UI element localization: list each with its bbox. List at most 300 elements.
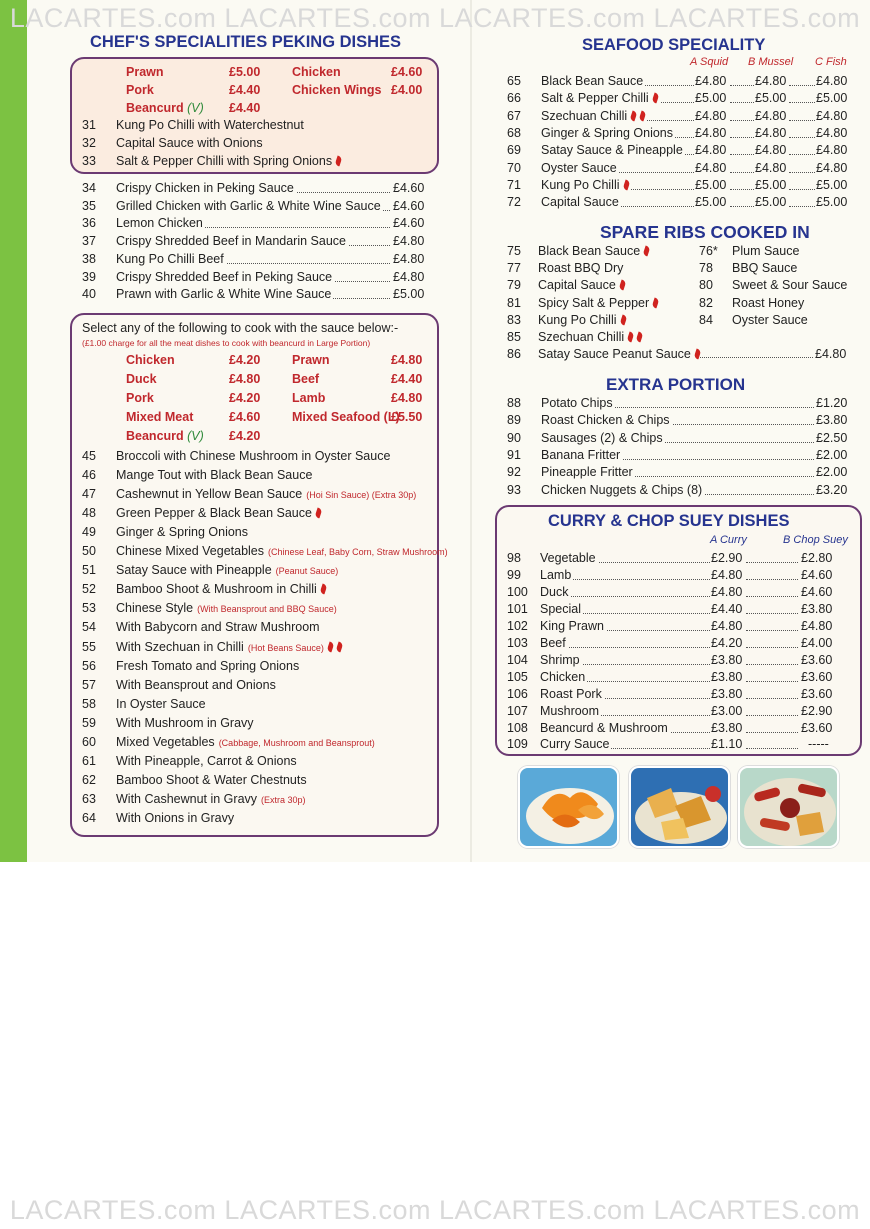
price-curry: £4.80 <box>711 618 743 633</box>
item-number: 39 <box>82 269 96 284</box>
photo-mixed-starters <box>738 766 839 848</box>
price-fish: £5.00 <box>816 177 848 192</box>
item-name <box>538 260 623 276</box>
price-mussel: £5.00 <box>755 195 787 210</box>
price-grid-name: Chicken Wings <box>292 83 382 97</box>
price-grid-price: £4.20 <box>229 391 261 405</box>
item-label: Bamboo Shoot & Mushroom in Chilli <box>116 582 317 597</box>
price-grid-name: Mixed Meat <box>126 410 194 424</box>
price-grid-price: £4.60 <box>229 410 261 424</box>
dot-leader <box>730 196 754 207</box>
price-grid-price: £4.20 <box>229 353 261 367</box>
item-label: Broccoli with Chinese Mushroom in Oyster Sauce <box>116 449 391 463</box>
item-name: Crispy Shredded Beef in Mandarin Sauce <box>116 234 346 249</box>
price-chop-suey: £3.60 <box>801 669 833 684</box>
item-price: £3.80 <box>816 413 848 428</box>
price-curry: £2.90 <box>711 551 743 565</box>
item-number: 48 <box>82 506 96 521</box>
dot-leader <box>789 179 815 190</box>
price-squid: £5.00 <box>695 195 727 210</box>
dot-leader <box>789 110 815 121</box>
item-label: Roast BBQ Dry <box>538 261 624 276</box>
item-name: Curry Sauce <box>540 737 610 752</box>
item-label: Salt & Pepper Chilli <box>541 91 649 106</box>
item-name: Prawn with Garlic & White Wine Sauce <box>116 287 332 302</box>
item-number: 55 <box>82 639 96 654</box>
item-label: Cashewnut in Yellow Bean Sauce <box>116 487 303 502</box>
item-name: Roast Honey <box>732 295 805 310</box>
dot-leader <box>730 92 754 103</box>
item-number: 99 <box>507 567 521 582</box>
item-label: Oyster Sauce <box>541 160 617 175</box>
dot-leader <box>746 552 798 563</box>
price-curry: £4.80 <box>711 567 743 582</box>
item-label: Szechuan Chilli <box>541 108 628 123</box>
item-number: 106 <box>507 686 528 701</box>
item-name: Duck <box>540 584 569 599</box>
item-number: 91 <box>507 447 521 462</box>
price-fish: £4.80 <box>816 108 848 123</box>
item-note: (Cabbage, Mushroom and Beansprout) <box>218 737 375 748</box>
item-name <box>538 329 642 345</box>
chili-icon <box>651 93 659 104</box>
item-number: 47 <box>82 487 96 502</box>
price-mussel: £4.80 <box>755 160 787 175</box>
item-price: £4.60 <box>393 216 425 231</box>
dot-leader <box>730 110 754 121</box>
dot-leader <box>730 127 754 138</box>
item-name <box>541 142 685 158</box>
item-name <box>538 277 625 293</box>
item-number: 71 <box>507 177 521 192</box>
seafood-col-c: C Fish <box>815 56 847 68</box>
item-name <box>541 73 645 89</box>
item-label: Chinese Mixed Vegetables <box>116 544 265 559</box>
item-number: 80 <box>699 278 713 293</box>
item-number: 54 <box>82 620 96 635</box>
price-curry: £1.10 <box>711 737 743 752</box>
dot-leader <box>746 688 798 699</box>
item-label: Capital Sauce <box>538 278 616 293</box>
price-grid-price: £4.80 <box>391 353 423 367</box>
item-price: £1.20 <box>816 396 848 410</box>
item-name <box>541 108 647 124</box>
price-grid-price: £4.40 <box>229 101 261 115</box>
item-number: 75 <box>507 244 521 258</box>
item-label: With Pineapple, Carrot & Onions <box>116 753 297 768</box>
dot-leader <box>789 196 815 207</box>
price-fish: £4.80 <box>816 125 848 140</box>
item-name <box>541 125 675 141</box>
item-name: Lemon Chicken <box>116 216 203 231</box>
item-name <box>116 562 338 579</box>
dot-leader <box>730 144 754 155</box>
item-label: Black Bean Sauce <box>538 244 641 258</box>
item-label: Ginger & Spring Onions <box>116 525 249 540</box>
price-fish: £4.80 <box>816 74 848 88</box>
item-number: 92 <box>507 465 521 480</box>
item-label: Mixed Vegetables <box>116 734 215 749</box>
price-squid: £4.80 <box>695 125 727 140</box>
item-name <box>116 639 342 656</box>
item-name <box>116 734 375 751</box>
dot-leader <box>746 620 798 631</box>
price-grid-price: £5.50 <box>391 410 423 424</box>
price-fish: £4.80 <box>816 143 848 158</box>
dot-leader <box>730 162 754 173</box>
price-mussel: £4.80 <box>755 108 787 123</box>
item-label: Chinese Style <box>116 601 194 616</box>
item-name: Potato Chips <box>541 396 613 410</box>
item-name: Sausages (2) & Chips <box>541 430 663 445</box>
item-name <box>541 160 619 176</box>
item-number: 38 <box>82 251 96 266</box>
item-name <box>116 791 306 808</box>
item-number: 103 <box>507 635 528 650</box>
page-fold <box>470 0 472 862</box>
curry-col-a: A Curry <box>710 534 747 546</box>
item-number: 72 <box>507 195 521 210</box>
price-grid-name: Lamb <box>292 391 326 405</box>
price-fish: £5.00 <box>816 195 848 210</box>
price-fish: £5.00 <box>816 91 848 106</box>
item-number: 90 <box>507 430 521 445</box>
item-number: 63 <box>82 791 96 806</box>
item-label: Green Pepper & Black Bean Sauce <box>116 506 312 521</box>
seafood-title: SEAFOOD SPECIALITY <box>582 36 766 54</box>
item-number: 102 <box>507 618 528 633</box>
price-grid-name: Prawn <box>292 353 330 367</box>
item-name <box>538 312 626 328</box>
item-label: With Onions in Gravy <box>116 810 235 825</box>
item-label: Capital Sauce with Onions <box>116 136 263 150</box>
chef-specialities-title: CHEF'S SPECIALITIES PEKING DISHES <box>90 33 402 51</box>
item-name: Crispy Shredded Beef in Peking Sauce <box>116 269 333 284</box>
item-name: Chicken Nuggets & Chips (8) <box>541 482 703 497</box>
chili-icon <box>622 179 630 190</box>
item-number: 46 <box>82 468 96 483</box>
item-number: 77 <box>507 261 521 276</box>
price-grid-price: £4.80 <box>391 391 423 405</box>
price-chop-suey: ----- <box>808 737 829 752</box>
item-name <box>116 658 299 674</box>
item-name: Beancurd & Mushroom <box>540 720 668 735</box>
item-name <box>116 505 321 521</box>
item-price: £2.00 <box>816 465 848 480</box>
item-number: 89 <box>507 413 521 428</box>
item-label: Satay Sauce & Pineapple <box>541 143 683 158</box>
item-number: 56 <box>82 658 96 673</box>
item-number: 66 <box>507 91 521 106</box>
item-number: 81 <box>507 295 521 310</box>
item-name <box>116 677 276 693</box>
price-curry: £3.80 <box>711 686 743 701</box>
price-curry: £3.00 <box>711 703 743 718</box>
item-number: 93 <box>507 482 521 497</box>
item-name <box>116 753 297 769</box>
item-number: 53 <box>82 601 96 616</box>
price-squid: £4.80 <box>695 160 727 175</box>
item-number: 58 <box>82 696 96 711</box>
item-number: 37 <box>82 234 96 249</box>
price-chop-suey: £2.90 <box>801 703 833 718</box>
item-name: Lamb <box>540 567 572 582</box>
dot-leader <box>789 75 815 86</box>
item-number: 62 <box>82 772 96 787</box>
item-number: 76* <box>699 244 718 258</box>
item-name: Special <box>540 601 581 616</box>
item-number: 98 <box>507 551 521 565</box>
item-name <box>116 619 320 635</box>
item-name <box>116 715 254 731</box>
item-name <box>116 486 416 503</box>
item-name: Oyster Sauce <box>732 312 808 327</box>
item-number: 104 <box>507 652 528 667</box>
price-grid-price: £4.80 <box>229 372 261 386</box>
green-side-bar <box>0 0 27 862</box>
vegetarian-tag: (V) <box>183 101 204 115</box>
item-number: 88 <box>507 396 521 410</box>
dot-leader <box>746 603 798 614</box>
price-grid-name: Beancurd (V) <box>126 101 204 115</box>
item-name <box>116 467 312 483</box>
price-squid: £5.00 <box>695 91 727 106</box>
item-note: (Peanut Sauce) <box>275 566 339 577</box>
extra-portion-title: EXTRA PORTION <box>606 375 746 394</box>
item-number: 101 <box>507 601 528 616</box>
price-chop-suey: £2.80 <box>801 551 833 565</box>
price-grid-price: £4.60 <box>391 65 423 79</box>
item-name: Kung Po Chilli Beef <box>116 251 224 266</box>
dot-leader <box>789 127 815 138</box>
item-name: Vegetable <box>540 551 596 565</box>
item-name <box>116 810 234 826</box>
price-chop-suey: £3.60 <box>801 652 833 667</box>
price-chop-suey: £4.00 <box>801 635 833 650</box>
item-note: (Hot Beans Sauce) <box>247 642 324 653</box>
item-note: (With Beansprout and BBQ Sauce) <box>197 604 337 615</box>
item-number: 67 <box>507 108 521 123</box>
dot-leader <box>730 75 754 86</box>
item-number: 32 <box>82 136 96 150</box>
item-price: £4.60 <box>393 181 425 195</box>
dot-leader <box>746 654 798 665</box>
item-price: £4.80 <box>393 251 425 266</box>
price-mussel: £4.80 <box>755 143 787 158</box>
item-name: Chicken <box>540 669 586 684</box>
item-number: 105 <box>507 669 528 684</box>
price-grid-name: Prawn <box>126 65 164 79</box>
price-grid-price: £5.00 <box>229 65 261 79</box>
item-label: Satay Sauce with Pineapple <box>116 563 272 578</box>
price-grid-price: £4.20 <box>229 429 261 443</box>
price-chop-suey: £3.60 <box>801 720 833 735</box>
item-label: Kung Po Chilli <box>541 177 620 192</box>
item-number: 61 <box>82 753 96 768</box>
price-squid: £5.00 <box>695 177 727 192</box>
item-note: (Chinese Leaf, Baby Corn, Straw Mushroom) <box>268 547 448 558</box>
item-number: 35 <box>82 198 96 213</box>
price-grid-price: £4.40 <box>391 372 423 386</box>
dot-leader <box>746 586 798 597</box>
price-grid-name: Pork <box>126 391 154 405</box>
ribs-last-num: 86 <box>507 347 521 361</box>
dot-leader <box>746 722 798 733</box>
dot-leader <box>746 738 798 749</box>
item-price: £2.50 <box>816 430 848 445</box>
sauce-note: (£1.00 charge for all the meat dishes to cook with beancurd in Large Portion) <box>82 338 371 348</box>
item-number: 84 <box>699 312 713 327</box>
item-label: Black Bean Sauce <box>541 74 644 88</box>
price-curry: £3.80 <box>711 720 743 735</box>
item-label: Szechuan Chilli <box>538 330 625 344</box>
item-name <box>541 90 660 106</box>
item-name <box>538 243 649 259</box>
item-label: Mange Tout with Black Bean Sauce <box>116 468 313 483</box>
chili-icon <box>326 641 334 652</box>
item-label: Salt & Pepper Chilli with Spring Onions <box>116 154 333 168</box>
price-chop-suey: £3.80 <box>801 601 833 616</box>
item-number: 108 <box>507 720 528 735</box>
item-number: 68 <box>507 125 521 140</box>
item-label: Kung Po Chilli with Waterchestnut <box>116 118 304 132</box>
vegetarian-tag: (V) <box>183 429 204 443</box>
dot-leader <box>789 92 815 103</box>
price-curry: £4.80 <box>711 584 743 599</box>
price-grid-name: Mixed Seafood (L) <box>292 410 400 424</box>
price-chop-suey: £3.60 <box>801 686 833 701</box>
item-note: (Hoi Sin Sauce) (Extra 30p) <box>306 490 417 501</box>
item-note: (Extra 30p) <box>261 794 306 805</box>
item-number: 49 <box>82 525 96 540</box>
item-name: Pineapple Fritter <box>541 465 633 480</box>
item-name: Sweet & Sour Sauce <box>732 278 848 293</box>
price-fish: £4.80 <box>816 160 848 175</box>
item-label: Spicy Salt & Pepper <box>538 295 650 310</box>
dot-leader <box>730 179 754 190</box>
item-number: 59 <box>82 715 96 730</box>
item-price: £4.80 <box>393 234 425 249</box>
item-number: 34 <box>82 181 96 195</box>
item-name <box>116 772 307 788</box>
item-number: 51 <box>82 563 96 578</box>
ribs-last-name: Satay Sauce Peanut Sauce <box>538 346 700 362</box>
price-grid-price: £4.40 <box>229 83 261 97</box>
item-name <box>116 581 326 597</box>
item-number: 79 <box>507 278 521 293</box>
ribs-last-price: £4.80 <box>815 347 847 361</box>
item-name: King Prawn <box>540 618 604 633</box>
curry-col-b: B Chop Suey <box>783 534 848 546</box>
item-number: 57 <box>82 677 96 692</box>
item-name <box>538 295 658 311</box>
item-name <box>116 153 341 169</box>
price-grid-price: £4.00 <box>391 83 423 97</box>
item-name: Mushroom <box>540 703 600 718</box>
item-label: With Szechuan in Chilli <box>116 639 244 654</box>
item-label: Bamboo Shoot & Water Chestnuts <box>116 772 307 787</box>
item-number: 69 <box>507 143 521 158</box>
item-label: With Babycorn and Straw Mushroom <box>116 620 320 635</box>
item-name <box>116 696 206 712</box>
seafood-col-a: A Squid <box>690 56 729 68</box>
item-price: £4.80 <box>393 269 425 284</box>
item-name: Roast Pork <box>540 686 602 701</box>
price-squid: £4.80 <box>695 74 727 88</box>
curry-title: CURRY & CHOP SUEY DISHES <box>548 512 790 530</box>
price-chop-suey: £4.60 <box>801 584 833 599</box>
price-grid-name: Chicken <box>126 353 175 367</box>
item-name: Grilled Chicken with Garlic & White Wine Sauce <box>116 198 381 213</box>
item-name: Plum Sauce <box>732 244 800 258</box>
price-curry: £3.80 <box>711 652 743 667</box>
price-squid: £4.80 <box>695 108 727 123</box>
item-label: With Beansprout and Onions <box>116 677 276 692</box>
item-name <box>116 524 248 540</box>
item-number: 40 <box>82 287 96 302</box>
chili-icon <box>630 110 638 121</box>
dot-leader <box>746 637 798 648</box>
item-number: 82 <box>699 295 713 310</box>
item-number: 64 <box>82 810 96 825</box>
item-name: Crispy Chicken in Peking Sauce <box>116 181 294 195</box>
price-grid-name: Beancurd (V) <box>126 429 204 443</box>
item-number: 36 <box>82 216 96 231</box>
dot-leader <box>746 569 798 580</box>
item-name <box>116 600 337 617</box>
price-grid-name: Chicken <box>292 65 341 79</box>
item-number: 65 <box>507 74 521 88</box>
item-number: 83 <box>507 312 521 327</box>
ribs-last-leader <box>700 347 813 358</box>
dot-leader <box>746 671 798 682</box>
price-curry: £4.20 <box>711 635 743 650</box>
item-number: 33 <box>82 154 96 168</box>
item-label: In Oyster Sauce <box>116 696 206 711</box>
chili-icon <box>627 331 635 342</box>
item-number: 78 <box>699 261 713 276</box>
item-price: £2.00 <box>816 447 848 462</box>
price-chop-suey: £4.80 <box>801 618 833 633</box>
item-number: 50 <box>82 544 96 559</box>
price-grid-name: Duck <box>126 372 157 386</box>
price-mussel: £4.80 <box>755 125 787 140</box>
item-name <box>541 194 621 210</box>
item-price: £5.00 <box>393 287 425 302</box>
item-name: Shrimp <box>540 652 580 667</box>
item-price: £4.60 <box>393 198 425 213</box>
item-number: 109 <box>507 737 528 752</box>
item-number: 70 <box>507 160 521 175</box>
item-name: Beef <box>540 635 566 650</box>
photo-prawn-fritters <box>518 766 619 848</box>
item-number: 52 <box>82 582 96 597</box>
item-label: Kung Po Chilli <box>538 312 617 327</box>
item-number: 107 <box>507 703 528 718</box>
dot-leader <box>789 144 815 155</box>
item-number: 85 <box>507 330 521 344</box>
dot-leader <box>789 162 815 173</box>
item-price: £3.20 <box>816 482 848 497</box>
item-number: 60 <box>82 734 96 749</box>
photo-crispy-wontons <box>629 766 730 848</box>
price-mussel: £5.00 <box>755 91 787 106</box>
item-number: 45 <box>82 449 96 463</box>
item-label: Ginger & Spring Onions <box>541 125 674 140</box>
watermark-bottom: LACARTES.com LACARTES.com LACARTES.com LACARTES.com <box>9 1195 861 1225</box>
item-name <box>116 448 390 464</box>
item-name <box>116 117 304 133</box>
